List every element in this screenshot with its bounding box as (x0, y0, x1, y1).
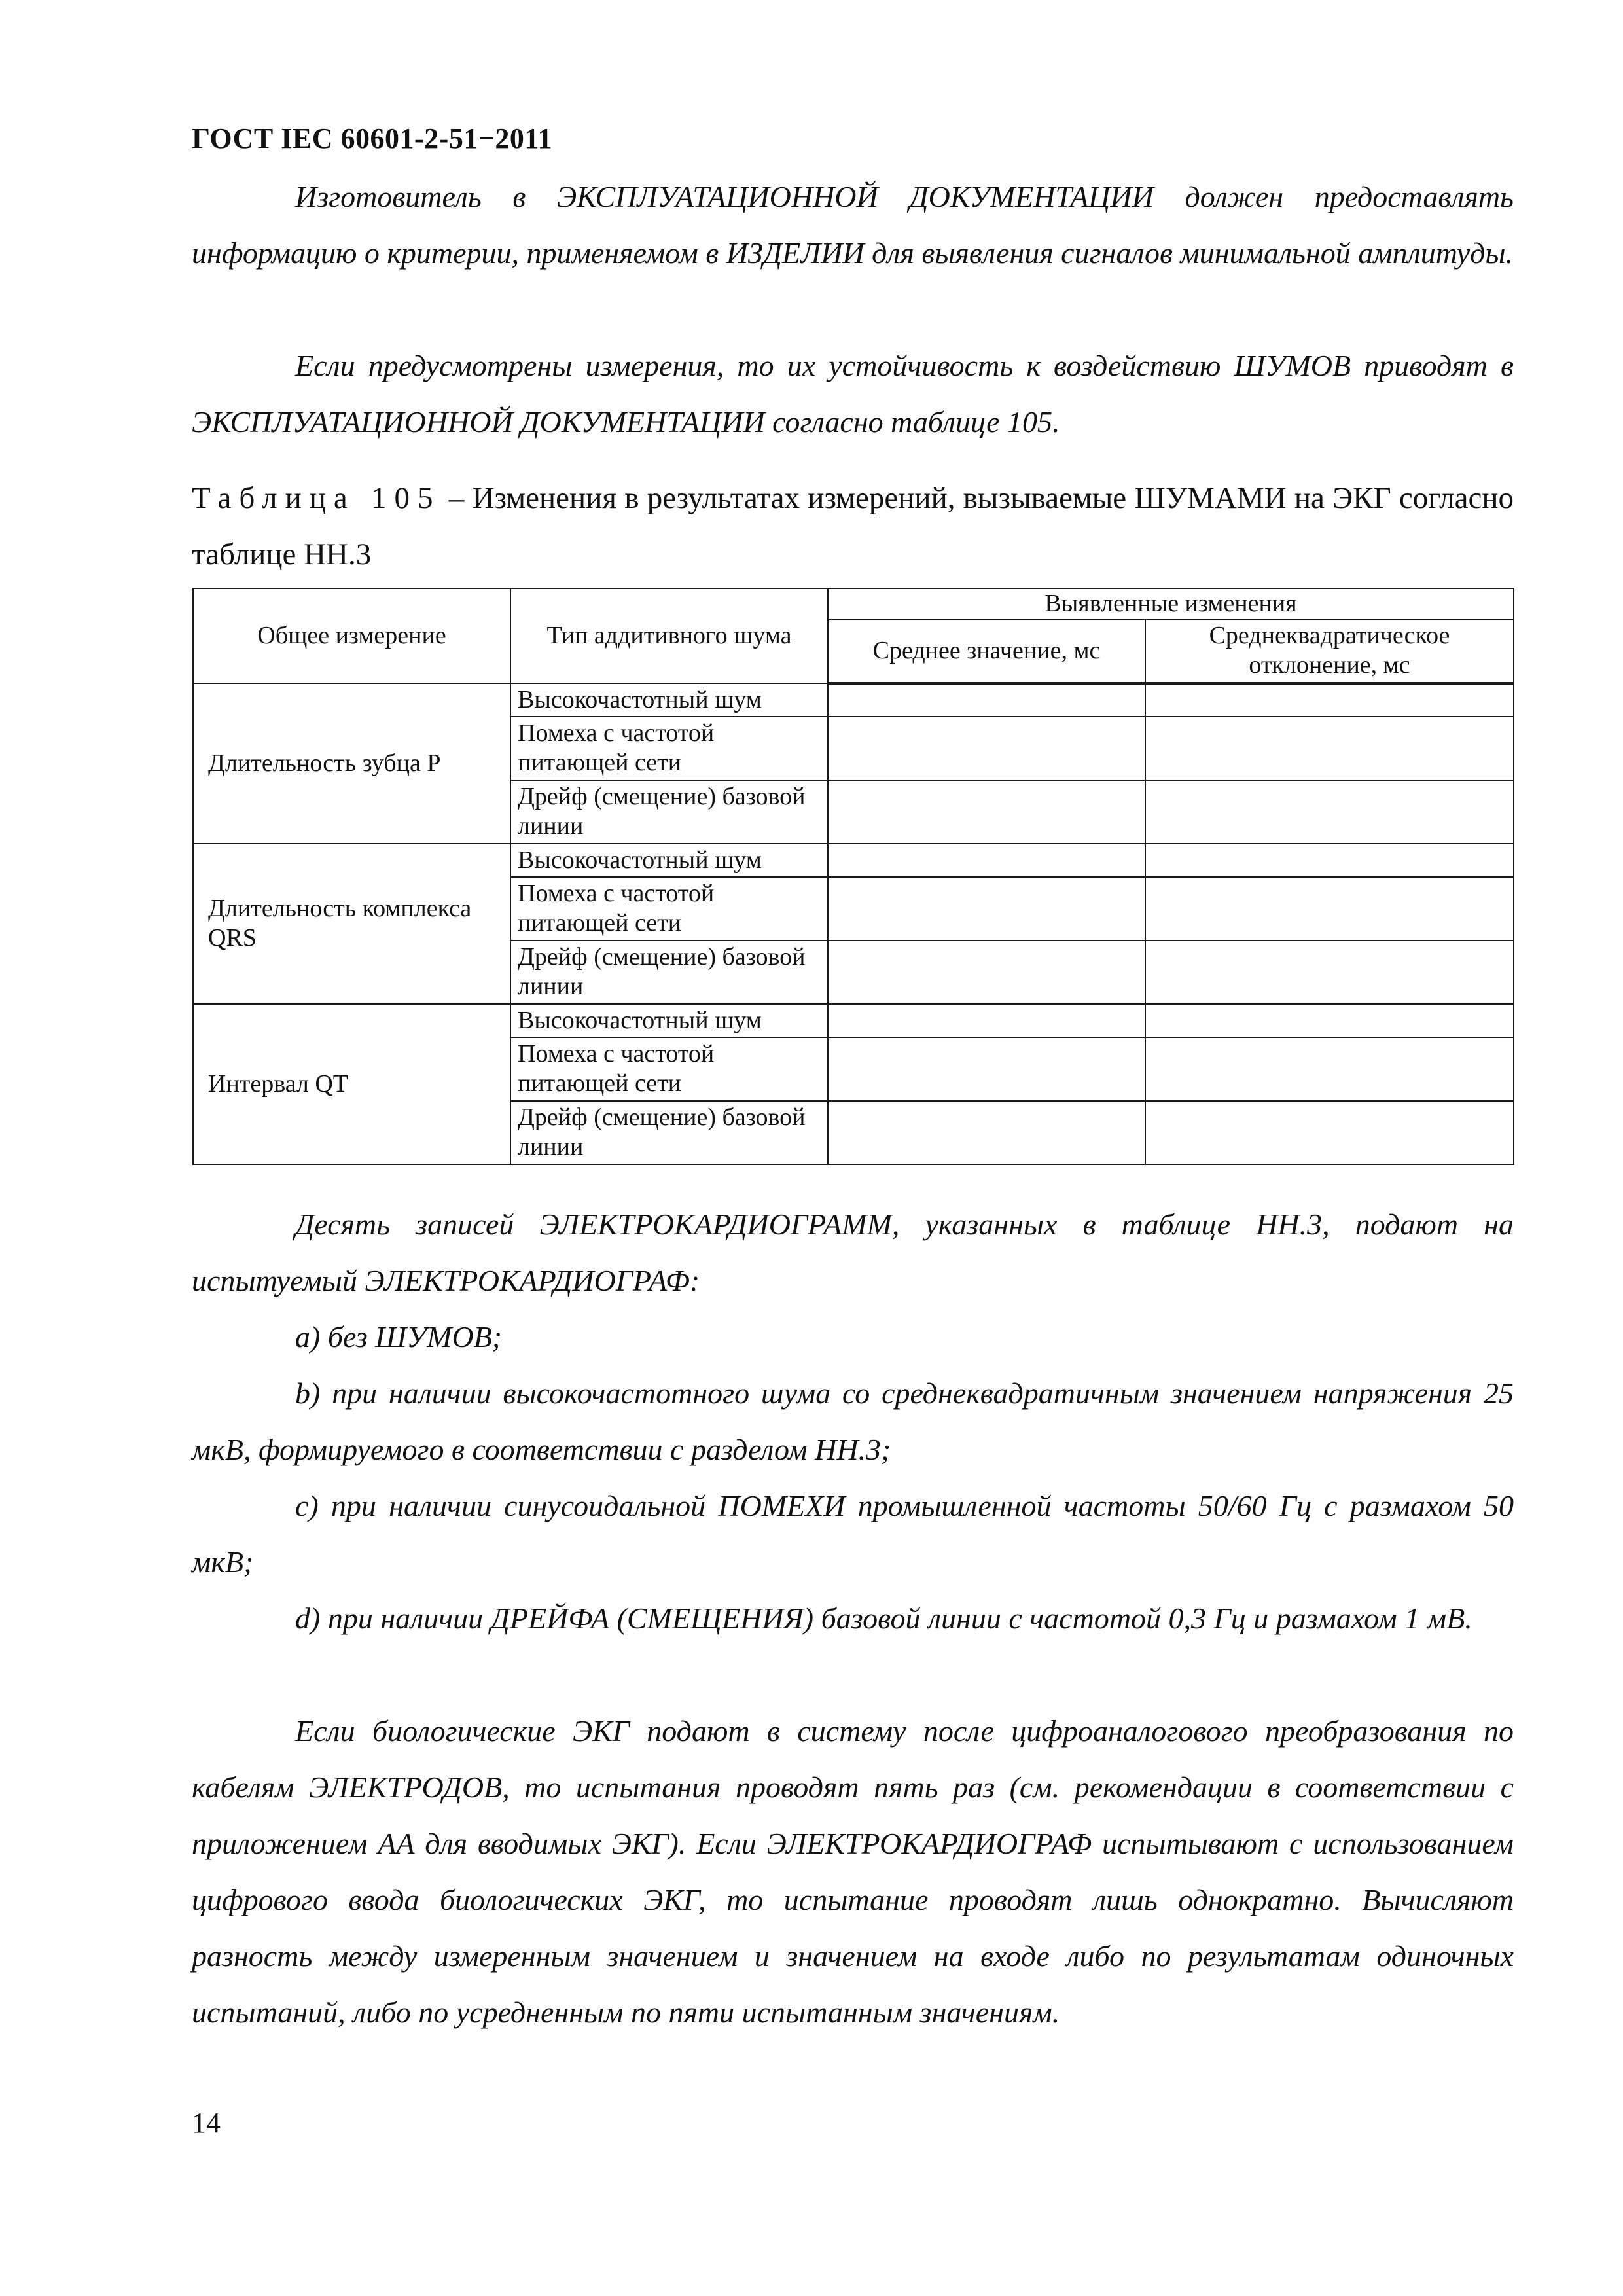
noise-type-cell: Высокочастотный шум (510, 844, 828, 877)
header-mean: Среднее значение, мс (828, 619, 1145, 683)
mean-cell (828, 717, 1145, 780)
paragraph-7: d) при наличии ДРЕЙФА (СМЕЩЕНИЯ) базовой линии с частотой 0,3 Гц и размахом 1 мВ. (295, 1602, 1472, 1635)
std-cell (1145, 780, 1514, 844)
mean-cell (828, 1101, 1145, 1164)
mean-cell (828, 1004, 1145, 1037)
noise-type-cell: Дрейф (смещение) базовой линии (510, 941, 828, 1004)
paragraph-1: Изготовитель в ЭКСПЛУАТАЦИОННОЙ ДОКУМЕНТАЦИИ должен предоставлять информацию о критерии, применяемом в ИЗДЕЛИИ для выявления сигналов минимальной амплитуды. (192, 180, 1514, 270)
noise-type-cell: Дрейф (смещение) базовой линии (510, 1101, 828, 1164)
std-cell (1145, 1101, 1514, 1164)
document-header: ГОСТ IEC 60601-2-51−2011 (192, 122, 552, 154)
noise-type-cell: Высокочастотный шум (510, 683, 828, 717)
std-cell (1145, 683, 1514, 717)
mean-cell (828, 683, 1145, 717)
table-caption-text: – Изменения в результатах измерений, вызываемые ШУМАМИ на ЭКГ согласно таблице НН.3 (192, 481, 1514, 571)
mean-cell (828, 844, 1145, 877)
mean-cell (828, 877, 1145, 941)
header-noise-type: Тип аддитивного шума (510, 588, 828, 683)
noise-type-cell: Помеха с частотой питающей сети (510, 1037, 828, 1101)
header-std: Среднеквадратическое отклонение, мс (1145, 619, 1514, 683)
mean-cell (828, 1037, 1145, 1101)
paragraph-2: Если предусмотрены измерения, то их устойчивость к воздействию ШУМОВ приводят в ЭКСПЛУАТАЦИОННОЙ ДОКУМЕНТАЦИИ согласно таблице 105. (192, 349, 1514, 439)
mean-cell (828, 780, 1145, 844)
std-cell (1145, 844, 1514, 877)
page-number: 14 (192, 2107, 221, 2139)
paragraph-5: b) при наличии высокочастотного шума со среднеквадратичным значением напряжения 25 мкВ, формируемого в соответствии с разделом НН.3; (192, 1376, 1514, 1466)
std-cell (1145, 877, 1514, 941)
paragraph-8: Если биологические ЭКГ подают в систему после цифроаналогового преобразования по кабелям ЭЛЕКТРОДОВ, то испытания проводят пять раз (см. рекомендации в соответствии с приложением АА для вводимых ЭКГ). Если ЭЛЕКТРОКАРДИОГРАФ испытывают с использованием цифрового ввода биологических ЭКГ, то испытание проводят лишь однократно. Вычисляют разность между измеренным значением и значением на входе либо по результатам одиночных испытаний, либо по усредненным по пяти испытанным значениям. (192, 1714, 1514, 2029)
group-qt: Интервал QT (193, 1004, 510, 1164)
header-measurement: Общее измерение (193, 588, 510, 683)
header-detected-changes: Выявленные изменения (828, 588, 1514, 619)
paragraph-4: а) без ШУМОВ; (295, 1320, 503, 1354)
std-cell (1145, 1037, 1514, 1101)
noise-type-cell: Помеха с частотой питающей сети (510, 717, 828, 780)
noise-type-cell: Помеха с частотой питающей сети (510, 877, 828, 941)
paragraph-6: c) при наличии синусоидальной ПОМЕХИ промышленной частоты 50/60 Гц с размахом 50 мкВ; (192, 1489, 1514, 1579)
table-caption (192, 470, 1514, 583)
noise-type-cell: Дрейф (смещение) базовой линии (510, 780, 828, 844)
group-qrs: Длительность комплекса QRS (193, 844, 510, 1004)
paragraph-3: Десять записей ЭЛЕКТРОКАРДИОГРАММ, указанных в таблице НН.3, подают на испытуемый ЭЛЕКТРОКАРДИОГРАФ: (192, 1208, 1514, 1297)
noise-type-cell: Высокочастотный шум (510, 1004, 828, 1037)
measurement-table (192, 588, 1514, 1165)
std-cell (1145, 941, 1514, 1004)
group-p-wave: Длительность зубца P (193, 683, 510, 844)
std-cell (1145, 717, 1514, 780)
table-caption-label: Таблица 105 (192, 481, 441, 515)
std-cell (1145, 1004, 1514, 1037)
mean-cell (828, 941, 1145, 1004)
